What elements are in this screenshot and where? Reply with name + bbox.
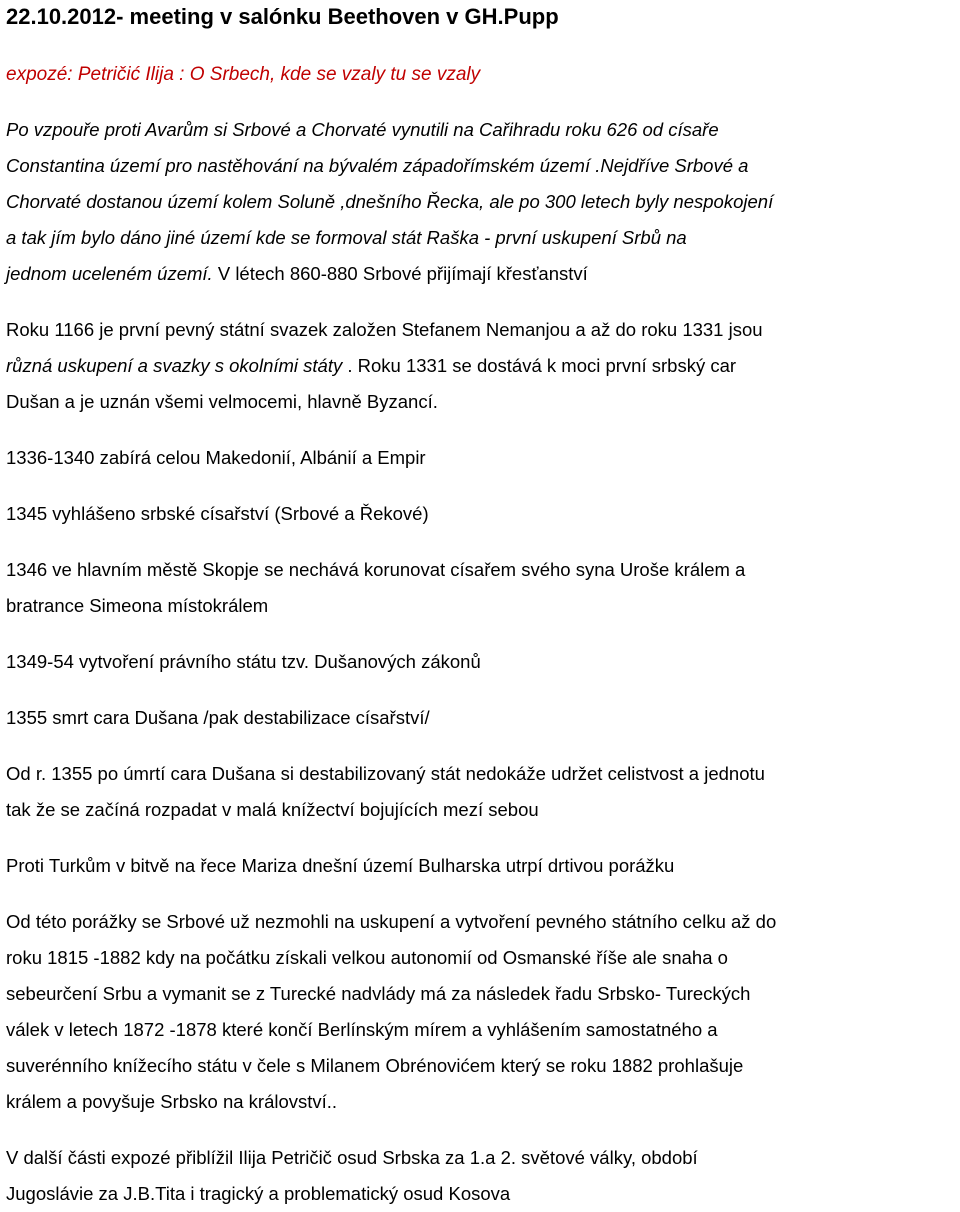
paragraph-line: bratrance Simeona místokrálem [6, 595, 269, 616]
text-span: Constantina území pro nastěhování na bývalém západořímském území . [6, 155, 601, 176]
paragraph-nemanja [6, 312, 956, 420]
paragraph-1345: 1345 vyhlášeno srbské císařství (Srbové a Řekové) [6, 503, 429, 524]
paragraph-1355: 1355 smrt cara Dušana /pak destabilizace císařství/ [6, 707, 430, 728]
paragraph-1346 [6, 552, 956, 624]
paragraph-line: sebeurčení Srbu a vymanit se z Turecké nadvlády má za následek řadu Srbsko- Tureckých [6, 983, 751, 1004]
paragraph-line: suverénního knížecího státu v čele s Milanem Obrénovićem který se roku 1882 prohlašuje [6, 1055, 744, 1076]
paragraph-line: králem a povyšuje Srbsko na království.. [6, 1091, 338, 1112]
paragraph-line: Roku 1166 je první pevný státní svazek založen Stefanem Nemanjou a až do roku 1331 jsou [6, 319, 763, 340]
paragraph-line: tak že se začíná rozpadat v malá knížectví bojujících mezí sebou [6, 799, 539, 820]
document-subtitle: expozé: Petričić Ilija : O Srbech, kde se vzaly tu se vzaly [6, 64, 481, 85]
paragraph-line: a tak jím bylo dáno jiné území kde se formoval stát Raška - první uskupení Srbů na [6, 227, 687, 248]
paragraph-avars [6, 112, 956, 292]
paragraph-line: Od r. 1355 po úmrtí cara Dušana si destabilizovaný stát nedokáže udržet celistvost a jednotu [6, 763, 765, 784]
text-span: V létech 860-880 Srbové přijímají křesťanství [212, 263, 588, 284]
paragraph-line [6, 148, 956, 184]
text-span: Nejdříve Srbové a [600, 155, 749, 176]
paragraph-line: Dušan a je uznán všemi velmocemi, hlavně Byzancí. [6, 391, 438, 412]
document-page [6, 0, 956, 1212]
paragraph-line: V další části expozé přiblížil Ilija Petričič osud Srbska za 1.a 2. světové války, období [6, 1147, 698, 1168]
paragraph-od-1355 [6, 756, 956, 828]
paragraph-autonomy [6, 904, 956, 1120]
text-span: jednom uceleném území. [6, 263, 213, 284]
paragraph-line: roku 1815 -1882 kdy na počátku získali velkou autonomií od Osmanské říše ale snaha o [6, 947, 728, 968]
paragraph-line: válek v letech 1872 -1878 které končí Berlínským mírem a vyhlášením samostatného a [6, 1019, 718, 1040]
paragraph-1349: 1349-54 vytvoření právního státu tzv. Dušanových zákonů [6, 651, 481, 672]
paragraph-line: Jugoslávie za J.B.Tita i tragický a problematický osud Kosova [6, 1183, 511, 1204]
paragraph-line: Od této porážky se Srbové už nezmohli na uskupení a vytvoření pevného státního celku až do [6, 911, 777, 932]
paragraph-line: 1346 ve hlavním městě Skopje se nechává korunovat císařem svého syna Uroše králem a [6, 559, 746, 580]
paragraph-line [6, 256, 956, 292]
paragraph-line: Po vzpouře proti Avarům si Srbové a Chorvaté vynutili na Cařihradu roku 626 od císaře [6, 119, 719, 140]
paragraph-line: Chorvaté dostanou území kolem Soluně ,dnešního Řecka, ale po 300 letech byly nespokojení [6, 191, 774, 212]
paragraph-1336: 1336-1340 zabírá celou Makedonií, Albánií a Empir [6, 447, 426, 468]
text-span: . Roku 1331 se dostává k moci první srbský car [342, 355, 737, 376]
text-span: různá uskupení a svazky s okolními státy [6, 355, 343, 376]
document-title: 22.10.2012- meeting v salónku Beethoven v GH.Pupp [6, 4, 559, 29]
paragraph-line [6, 348, 956, 384]
paragraph-mariza: Proti Turkům v bitvě na řece Mariza dnešní území Bulharska utrpí drtivou porážku [6, 855, 675, 876]
paragraph-next-part [6, 1140, 956, 1212]
